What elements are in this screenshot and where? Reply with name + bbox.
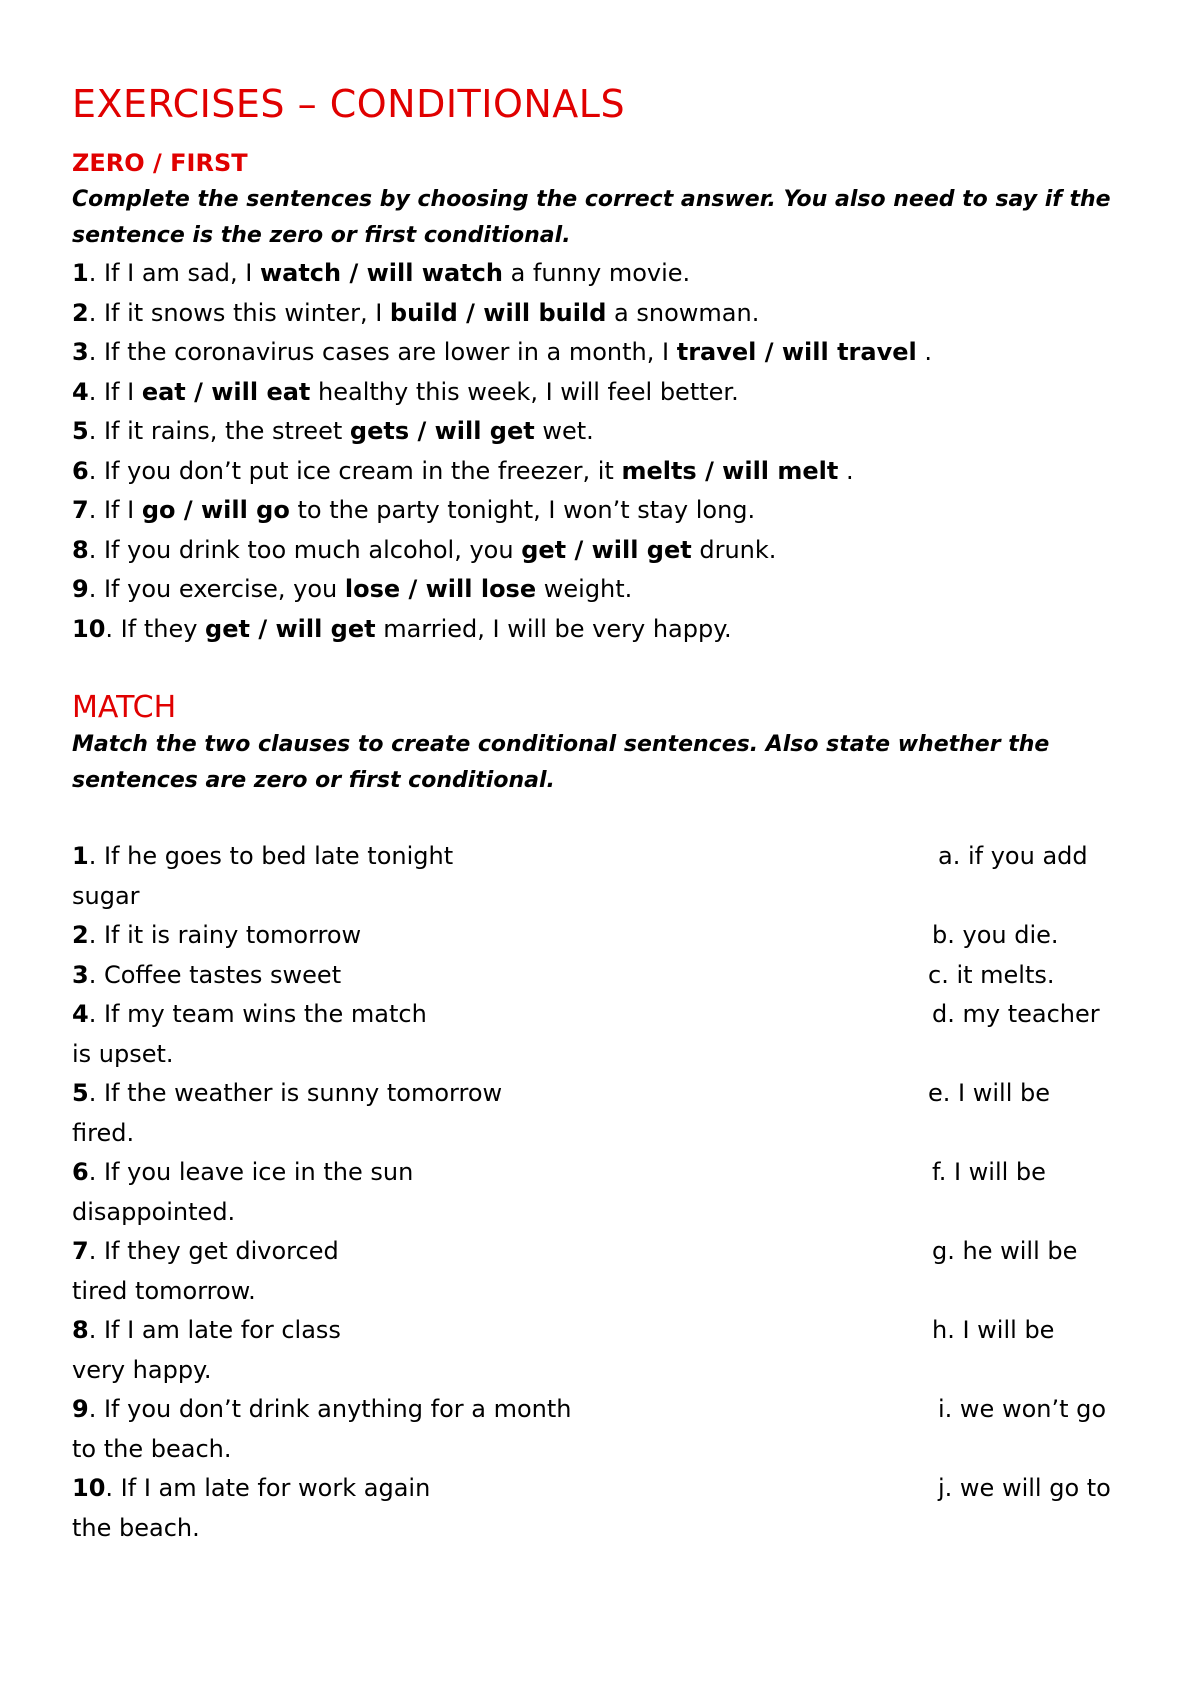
item-text-before: . If it snows this winter, I (88, 298, 390, 327)
list-item (72, 531, 1132, 571)
worksheet-page (72, 72, 1132, 1548)
item-number: 7 (72, 1237, 89, 1265)
list-item (72, 412, 1132, 452)
item-text-after: drunk. (691, 535, 777, 564)
item-text-before: . If it rains, the street (88, 417, 350, 445)
item-number: 9 (72, 575, 89, 603)
match-right-clause: h. I will be (932, 1316, 1055, 1344)
item-number: 8 (72, 535, 89, 564)
list-item (72, 610, 1132, 650)
match-right-clause: j. we will go to (938, 1474, 1111, 1502)
match-right-continuation: very happy. (72, 1355, 212, 1384)
match-right-continuation: fired. (72, 1118, 135, 1147)
match-right-continuation: tired tomorrow. (72, 1276, 256, 1305)
item-text-before: . If I (88, 496, 142, 524)
match-row (72, 1232, 1132, 1311)
item-text-after: weight. (536, 575, 633, 603)
match-left-clause (72, 916, 1132, 956)
item-choice: get / will get (521, 535, 692, 564)
match-left-clause (72, 1469, 1132, 1509)
item-number: 7 (72, 496, 89, 524)
item-choice: melts / will melt (621, 456, 839, 485)
match-left-clause (72, 1074, 1132, 1114)
item-text-after: a funny movie. (502, 259, 691, 287)
match-row (72, 837, 1132, 916)
item-choice: eat / will eat (141, 377, 311, 406)
match-left-text: . Coffee tastes sweet (88, 960, 342, 989)
item-text-after: married, I will be very happy. (375, 614, 732, 643)
item-number: 5 (72, 417, 89, 445)
exercise-list-match (72, 837, 1132, 1548)
match-right-clause: f. I will be (932, 1158, 1046, 1186)
item-choice: gets / will get (349, 417, 535, 445)
item-number: 8 (72, 1316, 89, 1344)
item-text-after: to the party tonight, I won’t stay long. (289, 496, 756, 524)
match-row (72, 1311, 1132, 1390)
list-item (72, 333, 1132, 373)
section-instructions-zero-first: Complete the sentences by choosing the correct answer. You also need to say if the sentence is the zero or first conditional. (72, 187, 1111, 248)
match-right-clause: e. I will be (928, 1079, 1050, 1107)
match-left-text: . If I am late for class (88, 1316, 341, 1344)
item-text-before: . If you exercise, you (88, 575, 345, 603)
match-right-clause: a. if you add (938, 842, 1088, 870)
match-row (72, 1153, 1132, 1232)
match-row (72, 916, 1132, 956)
match-left-text: . If he goes to bed late tonight (88, 842, 454, 870)
item-number: 9 (72, 1395, 89, 1423)
item-number: 1 (72, 842, 89, 870)
match-row (72, 1390, 1132, 1469)
section-heading-zero-first: ZERO / FIRST (72, 149, 248, 177)
item-number: 3 (72, 338, 89, 366)
item-number: 4 (72, 377, 89, 406)
item-number: 2 (72, 298, 89, 327)
item-number: 1 (72, 259, 89, 287)
match-left-text: . If I am late for work again (105, 1474, 431, 1502)
match-right-continuation: the beach. (72, 1513, 200, 1542)
item-number: 4 (72, 1000, 89, 1028)
item-number: 10 (72, 614, 106, 643)
match-right-continuation: sugar (72, 881, 140, 910)
page-title: EXERCISES – CONDITIONALS (72, 82, 626, 126)
match-left-clause (72, 1153, 1132, 1193)
match-right-continuation: to the beach. (72, 1434, 232, 1463)
item-number: 6 (72, 456, 89, 485)
item-choice: go / will go (141, 496, 290, 524)
exercise-list-zero-first (72, 254, 1132, 649)
match-row (72, 1074, 1132, 1153)
match-right-continuation: is upset. (72, 1039, 174, 1068)
match-row (72, 956, 1132, 996)
section-heading-match: MATCH (72, 690, 177, 725)
match-right-clause: c. it melts. (928, 960, 1055, 989)
match-left-text: . If you don’t drink anything for a month (88, 1395, 572, 1423)
match-right-clause: i. we won’t go (938, 1395, 1107, 1423)
item-text-after: wet. (534, 417, 594, 445)
item-text-before: . If the coronavirus cases are lower in a month, I (88, 338, 677, 366)
item-text-before: . If you don’t put ice cream in the freezer, it (88, 456, 622, 485)
item-number: 10 (72, 1474, 106, 1502)
list-item (72, 294, 1132, 334)
item-text-after: healthy this week, I will feel better. (310, 377, 739, 406)
match-left-text: . If you leave ice in the sun (88, 1158, 414, 1186)
match-right-clause: g. he will be (932, 1237, 1078, 1265)
match-right-clause: b. you die. (932, 921, 1059, 949)
match-right-continuation: disappointed. (72, 1197, 236, 1226)
match-left-clause (72, 1232, 1132, 1272)
match-left-text: . If the weather is sunny tomorrow (88, 1079, 503, 1107)
list-item (72, 491, 1132, 531)
match-left-clause (72, 837, 1132, 877)
item-number: 3 (72, 960, 89, 989)
list-item (72, 254, 1132, 294)
item-choice: travel / will travel (676, 338, 917, 366)
item-number: 6 (72, 1158, 89, 1186)
item-choice: build / will build (389, 298, 607, 327)
list-item (72, 373, 1132, 413)
item-choice: get / will get (205, 614, 376, 643)
match-left-clause (72, 1390, 1132, 1430)
match-left-text: . If it is rainy tomorrow (88, 921, 362, 949)
match-left-clause (72, 995, 1132, 1035)
item-number: 5 (72, 1079, 89, 1107)
item-text-before: . If you drink too much alcohol, you (88, 535, 522, 564)
match-left-text: . If they get divorced (88, 1237, 339, 1265)
list-item (72, 570, 1132, 610)
item-text-before: . If I am sad, I (88, 259, 260, 287)
match-right-clause: d. my teacher (932, 1000, 1100, 1028)
section-instructions-match: Match the two clauses to create conditional sentences. Also state whether the sentences are zero or first conditional. (72, 732, 1050, 793)
item-text-before: . If they (105, 614, 206, 643)
match-row (72, 995, 1132, 1074)
item-number: 2 (72, 921, 89, 949)
item-choice: lose / will lose (344, 575, 537, 603)
item-text-before: . If I (88, 377, 142, 406)
item-text-after: . (916, 338, 932, 366)
match-left-clause (72, 1311, 1132, 1351)
item-choice: watch / will watch (259, 259, 503, 287)
match-left-text: . If my team wins the match (88, 1000, 427, 1028)
match-row (72, 1469, 1132, 1548)
item-text-after: a snowman. (606, 298, 760, 327)
item-text-after: . (838, 456, 854, 485)
match-left-clause (72, 956, 1132, 996)
list-item (72, 452, 1132, 492)
